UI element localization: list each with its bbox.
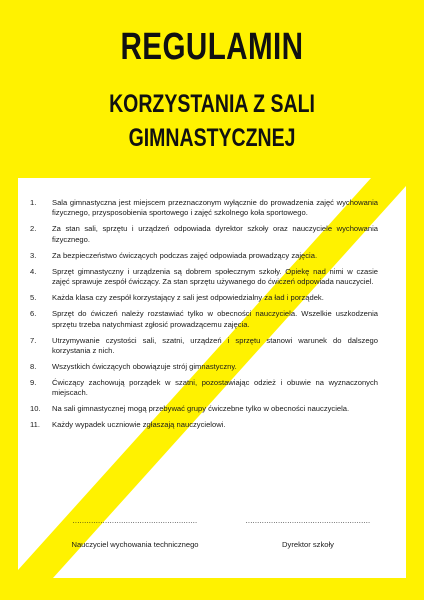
rule-text: Wszystkich ćwiczących obowiązuje strój gimnastyczny. (52, 362, 237, 372)
rule-number: 8. (30, 362, 37, 372)
rule-text: Każda klasa czy zespół korzystający z sali jest odpowiedzialny za ład i porządek. (52, 293, 324, 303)
signature-teacher (54, 516, 216, 549)
sign-title: REGULAMIN (120, 26, 304, 68)
rule-number: 3. (30, 250, 37, 260)
rule-item (30, 378, 378, 399)
rule-number: 10. (30, 404, 41, 414)
rules-panel (18, 178, 406, 578)
signature-director-label: Dyrektor szkoły (282, 540, 334, 549)
rule-text: Za bezpieczeństwo ćwiczących podczas zajęć odpowiada prowadzący zajęcia. (52, 250, 318, 260)
signature-director (238, 516, 378, 549)
rule-text: Sprzęt gimnastyczny i urządzenia są dobrem społecznym szkoły. Opiekę nad nimi w czasie zajęć sprawuje zespół ćwiczący. Za stan sprzętu używanego do ćwiczeń odpowiada nauczyciel. (52, 266, 378, 287)
signature-line: ...................................................... (72, 516, 198, 525)
rule-item (30, 336, 378, 357)
rule-text: Za stan sali, sprzętu i urządzeń odpowiada dyrektor szkoły oraz nauczyciele wychowania fizycznego. (52, 224, 378, 244)
signature-line: ...................................................... (245, 516, 371, 525)
rule-text: Na sali gimnastycznej mogą przebywać grupy ćwiczebne tylko w obecności nauczyciela. (52, 404, 350, 414)
rule-item (30, 251, 378, 261)
rule-item (30, 293, 378, 303)
rule-text: Ćwiczący zachowują porządek w szatni, pozostawiając odzież i obuwie na wyznaczonych miejscach. (52, 378, 378, 398)
sign-subtitle-line2: GIMNASTYCZNEJ (128, 124, 296, 152)
rule-number: 4. (30, 266, 37, 276)
rule-number: 2. (30, 224, 37, 234)
signature-teacher-label: Nauczyciel wychowania technicznego (71, 540, 199, 549)
sign-subtitle-line1: KORZYSTANIA Z SALI (109, 90, 315, 118)
rule-number: 6. (30, 309, 37, 319)
rules-list (30, 198, 378, 436)
rule-item (30, 224, 378, 245)
rule-item (30, 404, 378, 414)
rule-item (30, 420, 378, 430)
rule-number: 7. (30, 335, 37, 345)
rule-item (30, 267, 378, 288)
rule-number: 9. (30, 378, 37, 388)
rule-text: Utrzymywanie czystości sali, szatni, urządzeń i sprzętu stanowi warunek do dalszego korzystania z nich. (52, 335, 378, 356)
rule-text: Sala gimnastyczna jest miejscem przeznaczonym wyłącznie do prowadzenia zajęć wychowania fizycznego, przysposobienia sportowego i zajęć szkolnego koła sportowego. (52, 198, 378, 218)
rule-item (30, 198, 378, 219)
rule-number: 5. (30, 293, 37, 303)
rule-number: 11. (30, 420, 40, 430)
rule-text: Każdy wypadek uczniowie zgłaszają nauczycielowi. (52, 420, 226, 430)
rule-number: 1. (30, 198, 37, 207)
rule-item (30, 309, 378, 330)
rule-text: Sprzęt do ćwiczeń należy rozstawiać tylko w obecności nauczyciela. Wszelkie uszkodzenia sprzętu trzeba natychmiast zgłosić prowadzącemu zajęcia. (52, 309, 378, 329)
rule-item (30, 362, 378, 372)
